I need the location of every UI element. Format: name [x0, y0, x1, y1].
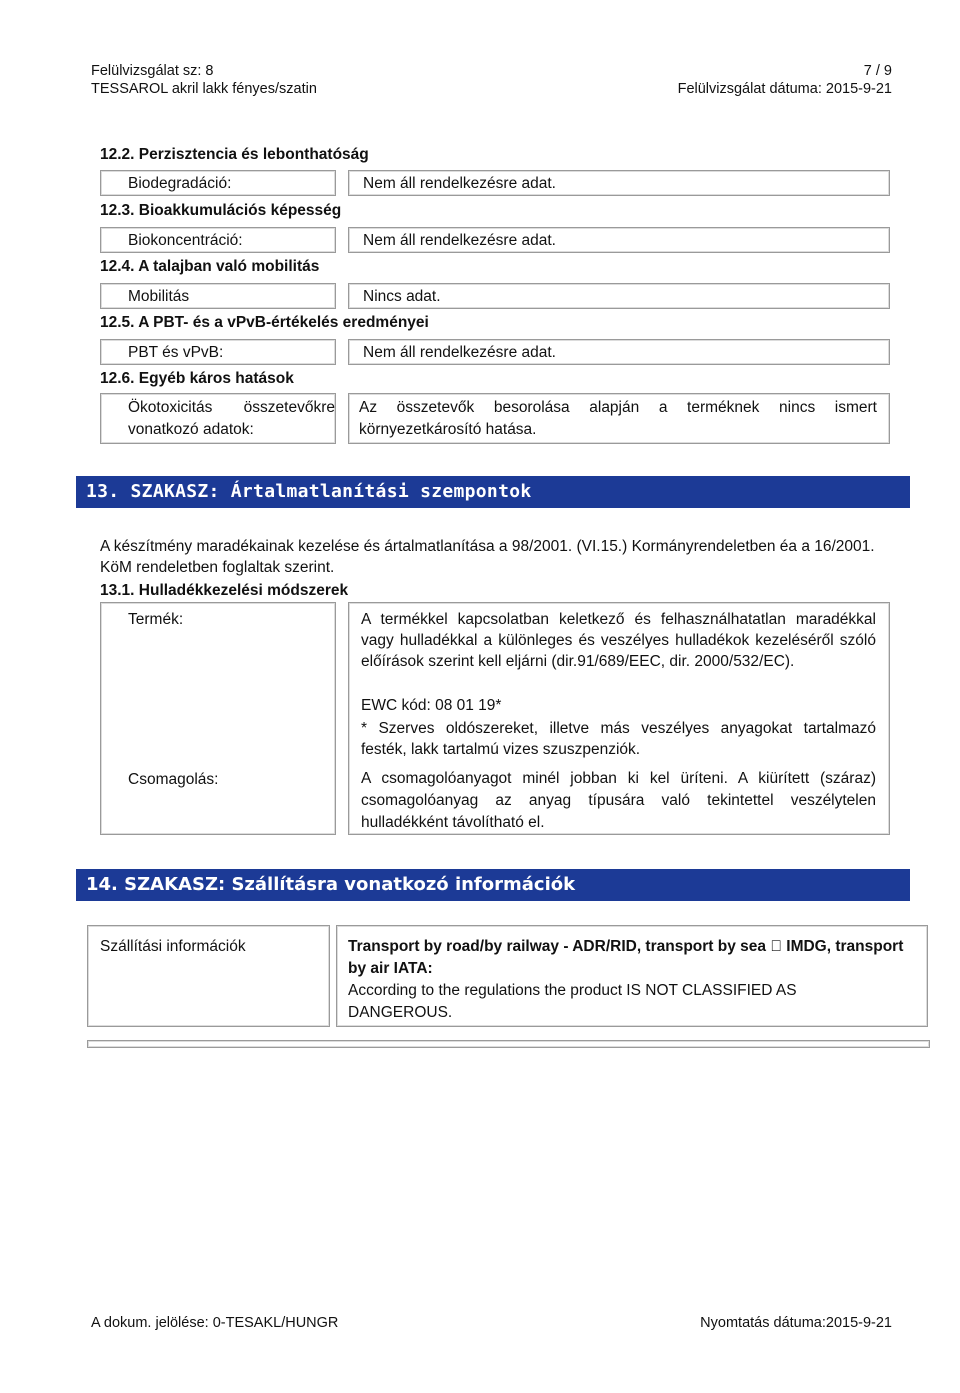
transport-label: Szállítási információk — [100, 938, 246, 955]
mob-value: Nincs adat. — [363, 288, 441, 305]
empty-table-row — [87, 1040, 930, 1048]
termek-line3: előírások szerint kell eljárni (dir.91/689/EEC, dir. 2000/532/EC). — [361, 653, 795, 670]
heading-12-3: 12.3. Bioakkumulációs képesség — [100, 202, 342, 219]
s13-intro-line2: KöM rendeletben foglaltak szerint. — [100, 559, 335, 576]
oko-label-line1: Ökotoxicitás összetevőkre — [128, 399, 335, 416]
document-id: A dokum. jelölése: 0-TESAKL/HUNGR — [91, 1315, 339, 1331]
csom-line1: A csomagolóanyagot minél jobban ki kel üríteni. A kiürített (száraz) — [361, 770, 876, 787]
pbt-value: Nem áll rendelkezésre adat. — [363, 344, 556, 361]
biodeg-value: Nem áll rendelkezésre adat. — [363, 175, 556, 192]
section-14-band: 14. SZAKASZ: Szállításra vonatkozó információk — [76, 869, 910, 901]
heading-12-5: 12.5. A PBT- és a vPvB-értékelés eredményei — [100, 314, 429, 331]
oko-label-line2: vonatkozó adatok: — [128, 421, 254, 438]
heading-13-1: 13.1. Hulladékkezelési módszerek — [100, 582, 349, 599]
transport-text-line2: DANGEROUS. — [348, 1004, 453, 1021]
csom-line2: csomagolóanyag az anyag típusára való tekintettel veszélytelen — [361, 792, 876, 809]
section-13-band: 13. SZAKASZ: Ártalmatlanítási szempontok — [76, 476, 910, 508]
termek-label-box — [100, 602, 336, 835]
ewc-note-line1: * Szerves oldószereket, illetve más veszélyes anyagokat tartalmazó — [361, 720, 876, 737]
heading-12-2: 12.2. Perzisztencia és lebonthatóság — [100, 146, 369, 163]
ewc-note-line2: festék, lakk tartalmú vizes szuszpenziók. — [361, 741, 641, 758]
revision-number: Felülvizsgálat sz: 8 — [91, 63, 214, 79]
revision-date: Felülvizsgálat dátuma: 2015-9-21 — [677, 81, 892, 97]
ewc-code: EWC kód: 08 01 19* — [361, 697, 502, 714]
biokonc-value: Nem áll rendelkezésre adat. — [363, 232, 556, 249]
mob-label: Mobilitás — [128, 288, 190, 305]
heading-12-4: 12.4. A talajban való mobilitás — [100, 258, 320, 275]
transport-text-line1: According to the regulations the product IS NOT CLASSIFIED AS — [348, 982, 797, 999]
oko-value-line2: környezetkárosító hatása. — [359, 421, 537, 438]
biokonc-label: Biokoncentráció: — [128, 232, 243, 249]
s13-intro-line1: A készítmény maradékainak kezelése és ártalmatlanítása a 98/2001. (VI.15.) Kormányrendeletben éa a 16/2001. — [100, 538, 875, 555]
print-date: Nyomtatás dátuma:2015-9-21 — [700, 1315, 892, 1331]
pbt-label: PBT és vPvB: — [128, 344, 224, 361]
heading-12-6: 12.6. Egyéb káros hatások — [100, 370, 294, 387]
page-number: 7 / 9 — [863, 63, 892, 79]
termek-label: Termék: — [128, 611, 184, 628]
biodeg-label: Biodegradáció: — [128, 175, 232, 192]
termek-line2: vagy hulladékkal a különleges és veszélyes hulladékok kezeléséről szóló — [361, 632, 876, 649]
product-name: TESSAROL akril lakk fényes/szatin — [91, 81, 317, 97]
csom-line3: hulladékként távolítható el. — [361, 814, 545, 831]
termek-line1: A termékkel kapcsolatban keletkező és felhasználhatatlan maradékkal — [361, 611, 876, 628]
transport-bold-line2: by air IATA: — [348, 960, 433, 977]
oko-value-line1: Az összetevők besorolása alapján a terméknek nincs ismert — [359, 399, 877, 416]
csom-label: Csomagolás: — [128, 771, 219, 788]
transport-bold-line1: Transport by road/by railway - ADR/RID, transport by sea IMDG, transport — [348, 938, 888, 955]
